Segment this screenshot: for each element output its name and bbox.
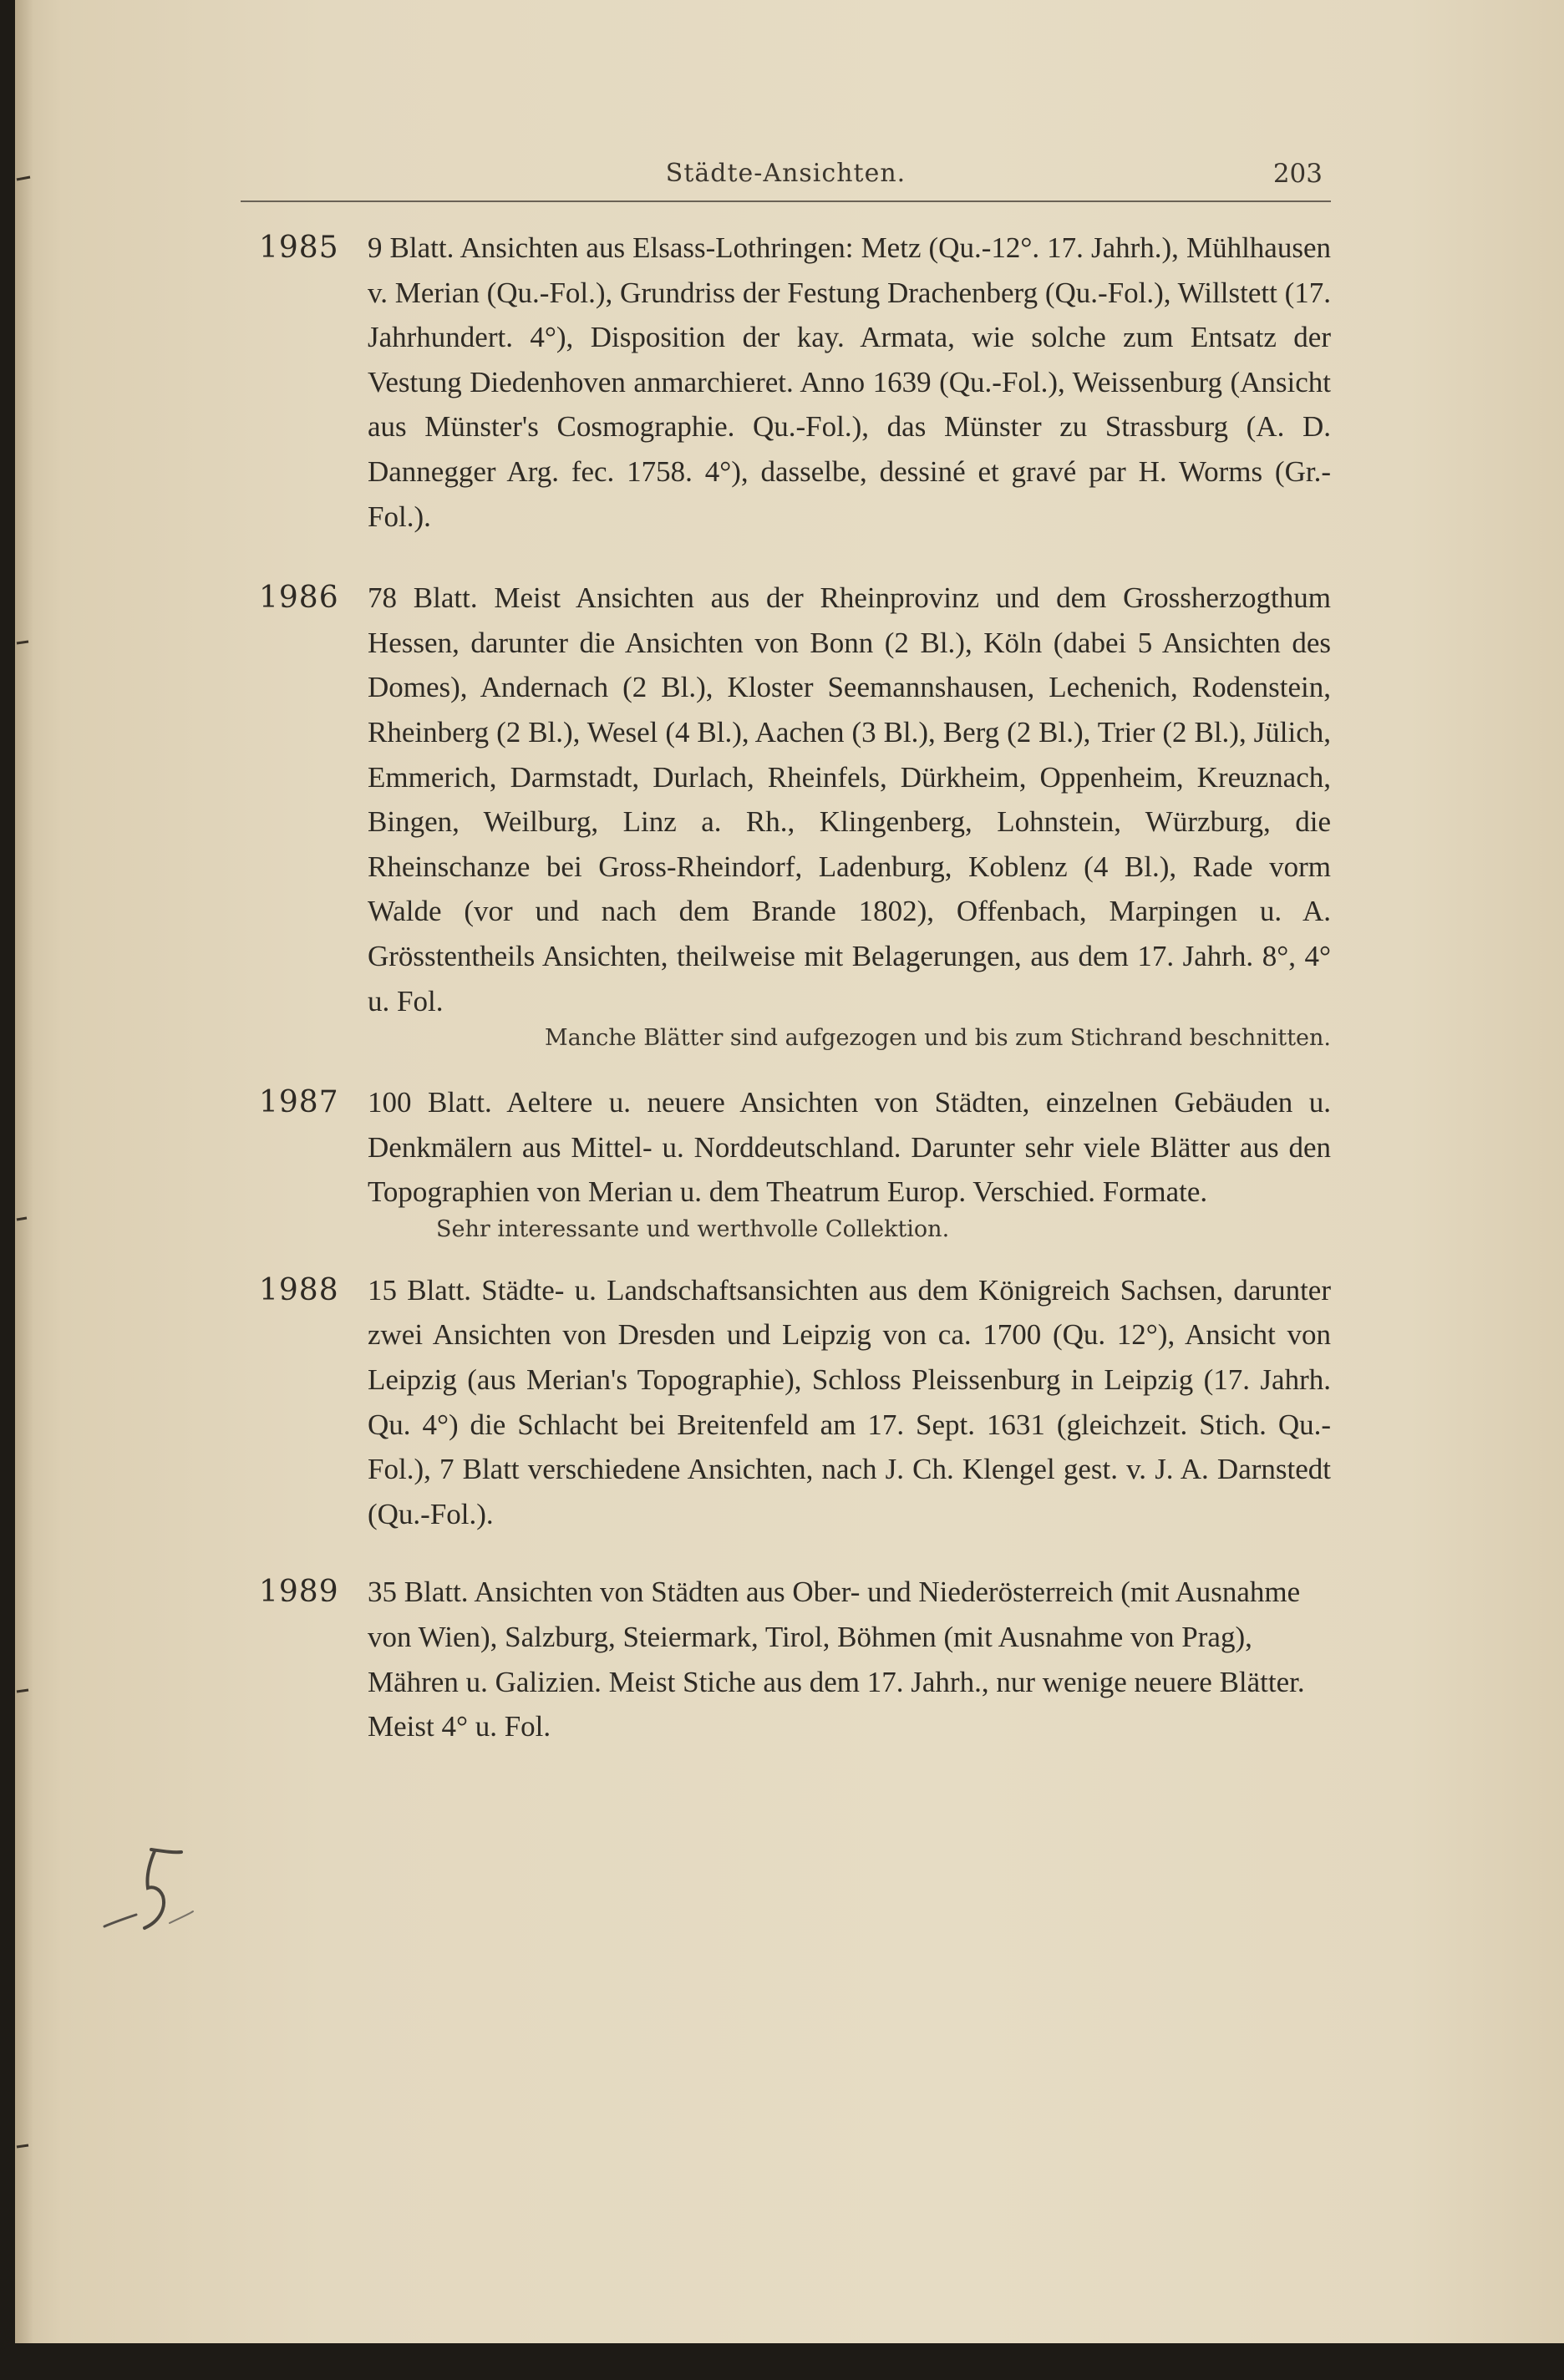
catalogue-entry — [241, 1080, 1331, 1246]
thread-mark — [17, 2145, 28, 2147]
pencil-stroke — [170, 1911, 193, 1923]
pencil-stroke — [104, 1915, 136, 1926]
entry-description: 100 Blatt. Aeltere u. neuere Ansichten von Städten, einzelnen Gebäuden u. Denkmälern aus Mittel- u. Norddeutschland. Darunter sehr viele Blätter aus den Topographien von Merian u. dem Theatrum Europ. Verschied. Formate. — [368, 1086, 1331, 1209]
catalogue-entry — [241, 1570, 1331, 1748]
pencil-scribble-icon — [86, 1838, 195, 1963]
entry-note: Manche Blätter sind aufgezogen und bis zum Stichrand beschnitten. — [544, 1025, 1331, 1052]
entry-description: 9 Blatt. Ansichten aus Elsass-Lothringen: Metz (Qu.-12°. 17. Jahrh.), Mühlhausen v. Merian (Qu.-Fol.), Grundriss der Festung Drachenberg (Qu.-Fol.), Willstett (17. Jahrhundert. 4°), Disposition der kay. Armata, wie solche zum Entsatz der Vestung Diedenhoven anmarchieret. Anno 1639 (Qu.-Fol.), Weissenburg (Ansicht aus Münster's Cosmographie. Qu.-Fol.), das Münster zu Strassburg (A. D. Dannegger Arg. fec. 1758. 4°), dasselbe, dessiné et gravé par H. Worms (Gr.-Fol.). — [368, 231, 1331, 533]
entry-number: 1986 — [259, 581, 339, 616]
thread-mark — [17, 1218, 27, 1220]
catalogue-entries — [241, 226, 1331, 1749]
entry-description: 15 Blatt. Städte- u. Landschaftsansichten aus dem Königreich Sachsen, darunter zwei Ansichten von Dresden und Leipzig von ca. 1700 (Qu. 12°), Ansicht von Leipzig (aus Merian's Topographie), Schloss Pleissenburg in Leipzig (17. Jahrh. Qu. 4°) die Schlacht bei Breitenfeld am 17. Sept. 1631 (gleichzeit. Stich. Qu.-Fol.), 7 Blatt verschiedene Ansichten, nach J. Ch. Klengel gest. v. J. A. Darnstedt (Qu.-Fol.). — [368, 1273, 1331, 1530]
running-title: Städte-Ansichten. — [665, 159, 906, 188]
entry-number: 1985 — [259, 231, 339, 265]
entry-description: 78 Blatt. Meist Ansichten aus der Rheinprovinz und dem Grossherzogthum Hessen, darunter die Ansichten von Bonn (2 Bl.), Köln (dabei 5 Ansichten des Domes), Andernach (2 Bl.), Kloster Seemannshausen, Lechenich, Rodenstein, Rheinberg (2 Bl.), Wesel (4 Bl.), Aachen (3 Bl.), Berg (2 Bl.), Trier (2 Bl.), Jülich, Emmerich, Darmstadt, Durlach, Rheinfels, Dürkheim, Oppenheim, Kreuznach, Bingen, Weilburg, Linz a. Rh., Klingenberg, Lohnstein, Würzburg, die Rheinschanze bei Gross-Rheindorf, Ladenburg, Koblenz (4 Bl.), Rade vorm Walde (vor und nach dem Brande 1802), Offenbach, Marpingen u. A. Grösstentheils Ansichten, theilweise mit Belagerungen, aus dem 17. Jahrh. 8°, 4° u. Fol. — [368, 581, 1331, 1017]
binding-thread-marks — [15, 0, 32, 2343]
catalogue-entry — [241, 226, 1331, 539]
entry-number: 1987 — [259, 1085, 339, 1120]
entry-number: 1989 — [259, 1575, 339, 1610]
entry-description: 35 Blatt. Ansichten von Städten aus Ober- und Niederösterreich (mit Ausnahme von Wien), Salzburg, Steiermark, Tirol, Böhmen (mit Ausnahme von Prag), Mähren u. Galizien. Meist Stiche aus dem 17. Jahrh., nur wenige neuere Blätter. Meist 4° u. Fol. — [368, 1576, 1305, 1743]
entry-note: Sehr interessante und werthvolle Collektion. — [436, 1215, 950, 1242]
page-number: 203 — [1272, 159, 1323, 189]
binding-edge — [15, 0, 32, 2343]
thread-mark — [17, 177, 30, 180]
catalogue-entry — [241, 1268, 1331, 1537]
entry-number: 1988 — [259, 1272, 339, 1307]
pencil-stroke — [145, 1851, 164, 1928]
page — [15, 0, 1564, 2343]
pencil-margin-mark — [86, 1838, 195, 1963]
thread-mark — [17, 1690, 28, 1692]
running-head — [241, 154, 1331, 202]
thread-mark — [17, 642, 28, 643]
catalogue-entry — [241, 576, 1331, 1055]
